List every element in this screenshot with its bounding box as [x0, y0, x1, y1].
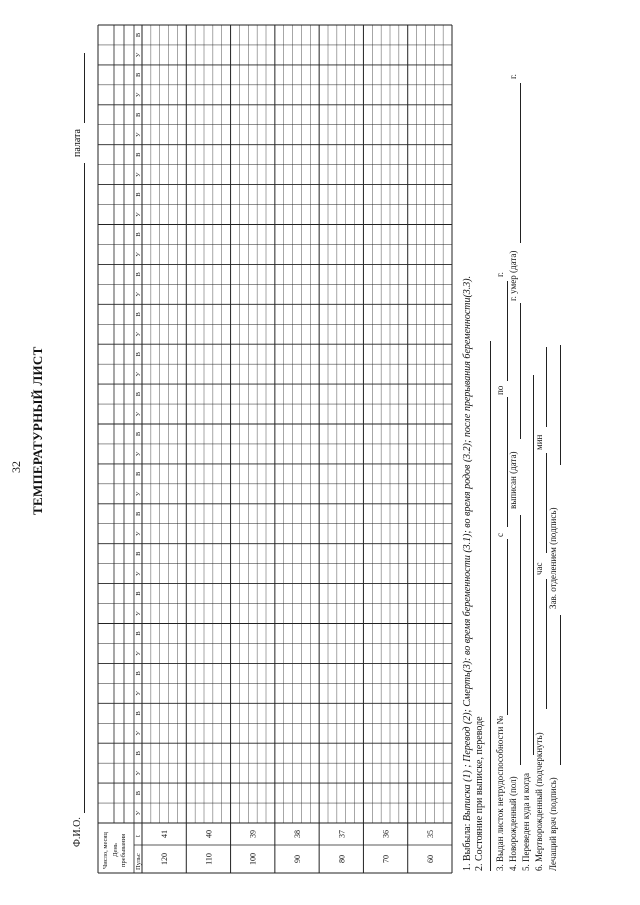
morning-label: У	[135, 571, 142, 576]
outcome-note	[462, 276, 473, 871]
temperature-column-header: t	[134, 835, 142, 837]
evening-label: В	[135, 591, 142, 596]
evening-label: В	[135, 711, 142, 716]
evening-label: В	[135, 511, 142, 516]
stillborn-min-field[interactable]	[546, 347, 547, 427]
evening-label: В	[135, 431, 142, 437]
pulse-value: 70	[381, 855, 391, 863]
morning-label: У	[135, 52, 142, 58]
evening-label: В	[135, 72, 142, 78]
newborn-year-label: г.	[508, 74, 518, 79]
evening-label: В	[135, 671, 142, 676]
morning-label: У	[135, 451, 142, 457]
evening-label: В	[135, 751, 142, 756]
newborn-label: 4. Новорожденный (пол)	[508, 776, 518, 871]
pulse-value: 60	[425, 855, 435, 863]
temperature-value: 38	[293, 830, 302, 838]
pulse-value: 110	[204, 853, 214, 865]
head-signature-label: Зав. отделением (подпись)	[548, 507, 558, 609]
sick-leave-from-label: с	[495, 533, 505, 537]
doctor-signature-label: Лечащий врач (подпись)	[548, 777, 558, 871]
evening-label: В	[135, 32, 142, 38]
outcome-prefix: 1. Выбыла:	[462, 821, 473, 871]
evening-label: В	[135, 551, 142, 556]
temperature-value: 35	[425, 830, 435, 838]
page-number: 32	[9, 461, 23, 473]
pulse-value: 80	[337, 855, 347, 863]
evening-label: В	[135, 232, 142, 237]
morning-label: У	[135, 491, 142, 497]
evening-label: В	[135, 112, 142, 117]
stillborn-hours-label: час	[534, 562, 544, 575]
morning-label: У	[135, 810, 142, 816]
morning-label: У	[135, 172, 142, 177]
fio-label: Ф.И.О.	[72, 817, 83, 847]
pulse-value: 90	[293, 855, 302, 863]
evening-label: В	[135, 790, 142, 796]
pulse-column-header: Пульс	[135, 853, 142, 870]
sick-leave-label: 3. Выдан листок нетрудоспособности №	[495, 715, 505, 871]
newborn-sex-field[interactable]	[520, 515, 521, 765]
evening-label: В	[135, 391, 142, 397]
morning-label: У	[135, 611, 142, 616]
page-title: ТЕМПЕРАТУРНЫЙ ЛИСТ	[30, 346, 45, 515]
newborn-died-field[interactable]	[520, 83, 521, 243]
evening-label: В	[135, 631, 142, 636]
ward-label: палата	[72, 129, 83, 157]
evening-label: В	[135, 312, 142, 317]
sick-leave-number-field[interactable]	[507, 539, 508, 715]
morning-label: У	[135, 770, 142, 776]
stillborn-hours-field[interactable]	[546, 453, 547, 553]
notes-divider	[490, 341, 491, 871]
morning-label: У	[135, 691, 142, 696]
newborn-died-label: г. умер (дата)	[508, 250, 518, 301]
evening-label: В	[135, 471, 142, 477]
morning-label: У	[135, 212, 142, 217]
stillborn-min-label: мин	[534, 434, 544, 450]
morning-label: У	[135, 92, 142, 98]
morning-label: У	[135, 531, 142, 537]
temperature-value: 39	[248, 830, 258, 838]
pulse-value: 120	[160, 853, 170, 865]
morning-label: У	[135, 292, 142, 297]
outcome-options: Выписка (1) ; Перевод (2); Смерть(3): во время беременности (3.1); во время родов (3.2); после прерывания беременности(3.3).	[462, 275, 473, 822]
newborn-discharged-field[interactable]	[520, 303, 521, 439]
morning-label: У	[135, 132, 142, 138]
discharge-state-label: 2. Состояние при выписке, переводе	[474, 716, 485, 871]
stillborn-label: 6. Мертворожденный (подчеркнуть)	[534, 732, 544, 871]
morning-label: У	[135, 331, 142, 337]
evening-label: В	[135, 352, 142, 357]
temperature-value: 40	[204, 830, 214, 838]
day-row-label: День	[112, 843, 119, 857]
evening-label: В	[135, 272, 142, 277]
temperature-value: 41	[160, 830, 170, 838]
temperature-value: 36	[381, 830, 391, 838]
evening-label: В	[135, 192, 142, 197]
morning-label: У	[135, 651, 142, 656]
morning-label: У	[135, 730, 142, 736]
newborn-discharged-label: выписан (дата)	[508, 451, 518, 509]
stillborn-date-field[interactable]	[546, 579, 547, 709]
pulse-value: 100	[248, 853, 258, 865]
sick-leave-year-label: г.	[495, 272, 505, 277]
date-row-label: Число, месяц	[102, 832, 109, 869]
morning-label: У	[135, 252, 142, 257]
morning-label: У	[135, 411, 142, 417]
head-signature-field[interactable]	[560, 345, 561, 465]
morning-label: У	[135, 371, 142, 377]
doctor-signature-field[interactable]	[560, 615, 561, 765]
temperature-value: 37	[337, 830, 347, 838]
sick-leave-to-label: по	[495, 385, 505, 395]
day-row-label: пребывания	[120, 833, 127, 867]
evening-label: В	[135, 152, 142, 157]
transferred-label: 5. Переведен куда и когда	[521, 772, 531, 871]
